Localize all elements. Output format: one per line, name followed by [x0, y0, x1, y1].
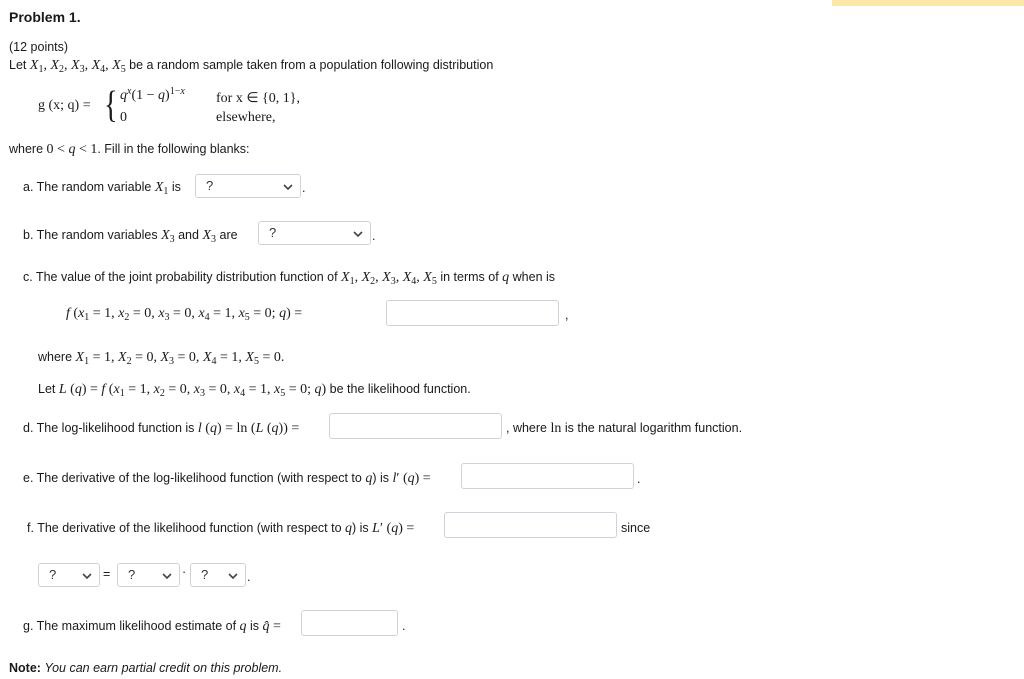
part-c-answer-input[interactable] — [386, 300, 559, 326]
part-a-text: a. The random variable $X_1$ is — [23, 180, 181, 197]
part-d-text: d. The log-likelihood function is l (q) = ln (L (q)) = — [23, 421, 300, 436]
part-g-answer-input[interactable] — [301, 610, 398, 636]
part-g-text: g. The maximum likelihood estimate of q is q̂ = — [23, 619, 281, 634]
chevron-down-icon — [81, 570, 93, 582]
part-d-suffix: , where ln is the natural logarithm function. — [506, 421, 743, 436]
problem-points: (12 points) — [9, 40, 69, 54]
distribution-lhs: g (x; q) = — [38, 98, 91, 113]
part-b-select[interactable]: ? — [258, 221, 371, 245]
part-f-select-1[interactable]: ? — [38, 563, 100, 587]
part-c-likelihood-def: Let L (q) = f ($x_1 = 1$, $x_2 = 0$, $x_3 = 0$, $x_4 = 1$, $x_5 = 0$; q) be the likelihood function. — [38, 382, 471, 399]
distribution-case1-cond: for x ∈ {0, 1}, — [216, 91, 300, 106]
part-e-answer-input[interactable] — [461, 463, 634, 489]
part-e-text: e. The derivative of the log-likelihood function (with respect to q) is l′ (q) = — [23, 471, 431, 486]
part-b-text: b. The random variables $X_3$ and $X_3$ are — [23, 228, 238, 245]
part-f-text: f. The derivative of the likelihood function (with respect to q) is L′ (q) = — [27, 521, 415, 536]
part-f-since: since — [621, 521, 651, 535]
part-f-answer-input[interactable] — [444, 512, 617, 538]
chevron-down-icon — [352, 228, 364, 240]
part-c-where: where $X_1 = 1$, $X_2 = 0$, $X_3 = 0$, $X_4 = 1$, $X_5 = 0$. — [38, 350, 285, 367]
part-c-text: c. The value of the joint probability distribution function of $X_1$, $X_2$, $X_3$, $X_4$, $X_5$ in terms of q when is — [23, 270, 556, 287]
distribution-case2-expr: 0 — [120, 110, 127, 125]
part-c-expression: f ($x_1 = 1$, $x_2 = 0$, $x_3 = 0$, $x_4 = 1$, $x_5 = 0$; q) = — [66, 306, 303, 323]
header-accent-bar — [832, 0, 1024, 6]
piecewise-brace: { — [104, 84, 118, 126]
chevron-down-icon — [227, 570, 239, 582]
part-d-answer-input[interactable] — [329, 413, 502, 439]
problem-title: Problem 1. — [9, 9, 81, 25]
chevron-down-icon — [282, 181, 294, 193]
intro-line: Let $X_1$, $X_2$, $X_3$, $X_4$, $X_5$ be a random sample taken from a population following distribution — [9, 58, 494, 75]
part-f-select-2[interactable]: ? — [117, 563, 180, 587]
part-a-select[interactable]: ? — [195, 174, 301, 198]
distribution-case1-expr: $q^x(1 - q)^{1-x}$ — [120, 86, 185, 103]
constraint-line: where 0 < q < 1. Fill in the following blanks: — [9, 142, 250, 157]
distribution-case2-cond: elsewhere, — [216, 110, 276, 125]
part-f-select-3[interactable]: ? — [190, 563, 246, 587]
chevron-down-icon — [161, 570, 173, 582]
note: Note: You can earn partial credit on this problem. — [9, 661, 283, 675]
